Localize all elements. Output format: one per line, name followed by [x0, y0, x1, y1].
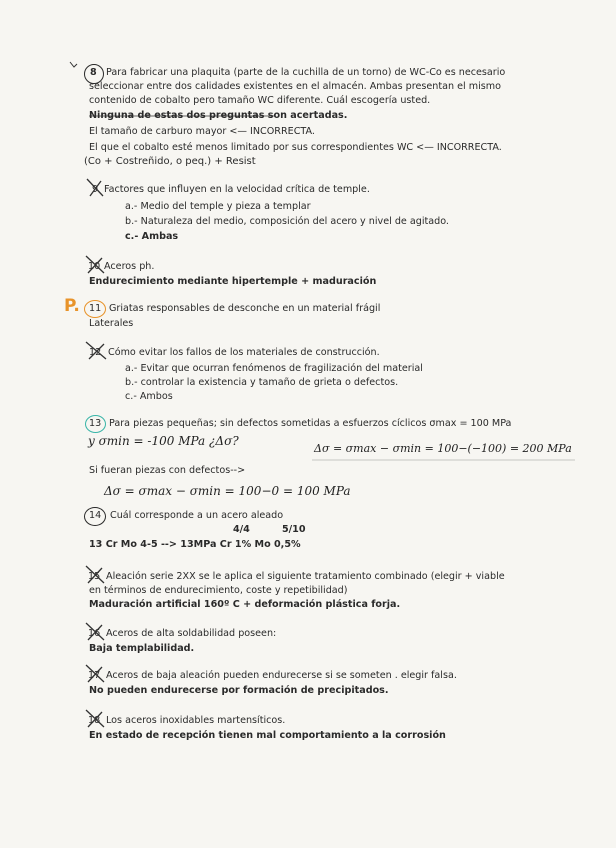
q15-cross-mark	[86, 566, 104, 583]
q15-number: 15	[88, 571, 101, 582]
q14-number: 14	[89, 510, 102, 521]
q14-title: Cuál corresponde a un acero aleado	[110, 510, 284, 521]
q14-fraction-1: 4/4	[233, 524, 250, 535]
q14-answer: 13 Cr Mo 4-5 --> 13MPa Cr 1% Mo 0,5%	[89, 539, 301, 550]
q14-fraction-2: 5/10	[282, 524, 306, 535]
q17-number: 17	[88, 670, 101, 681]
q12-number: 12	[89, 347, 102, 358]
q10-cross-mark	[86, 256, 104, 273]
q12-option-a: a.- Evitar que ocurran fenómenos de fragilización del material	[125, 363, 423, 374]
q8-note: (Co + Costreñido, o peq.) + Resist	[84, 156, 256, 167]
q13-subtitle: Si fueran piezas con defectos-->	[89, 465, 246, 476]
q9-cross-mark	[87, 179, 103, 196]
q12-option-b: b.- controlar la existencia y tamaño de grieta o defectos.	[125, 377, 399, 388]
q18-cross-mark	[86, 710, 104, 727]
q16-answer: Baja templabilidad.	[89, 643, 195, 654]
q15-line1: Aleación serie 2XX se le aplica el siguiente tratamiento combinado (elegir + viable	[106, 571, 505, 582]
q13-handwritten-2: Δσ = σmax − σmin = 100−(−100) = 200 MPa	[314, 442, 572, 455]
q8-answer2: El tamaño de carburo mayor <— INCORRECTA.	[89, 126, 315, 137]
q9-option-a: a.- Medio del temple y pieza a templar	[125, 201, 311, 212]
q11-mark: P.	[64, 296, 80, 316]
q8-tick-mark	[70, 62, 77, 67]
q10-title: Aceros ph.	[104, 261, 155, 272]
q13-handwritten-3: Δσ = σmax − σmin = 100−0 = 100 MPa	[104, 484, 351, 498]
q16-cross-mark	[86, 623, 104, 640]
q9-option-c: c.- Ambas	[125, 231, 179, 242]
q17-title: Aceros de baja aleación pueden endurecerse si se someten . elegir falsa.	[106, 670, 457, 681]
q12-option-c: c.- Ambos	[125, 391, 173, 402]
q9-title: Factores que influyen en la velocidad crítica de temple.	[104, 184, 370, 195]
q8-number: 8	[90, 67, 97, 78]
q8-line1: Para fabricar una plaquita (parte de la cuchilla de un torno) de WC-Co es necesario	[106, 67, 506, 78]
q12-cross-mark	[86, 342, 106, 359]
q15-line2: en términos de endurecimiento, coste y repetibilidad)	[89, 585, 348, 596]
q16-number: 16	[88, 628, 101, 639]
q17-answer: No pueden endurecerse por formación de precipitados.	[89, 685, 389, 696]
q18-answer: En estado de recepción tienen mal comportamiento a la corrosión	[89, 730, 446, 741]
q9-number: 9	[92, 184, 99, 195]
q13-title: Para piezas pequeñas; sin defectos sometidas a esfuerzos cíclicos σmax = 100 MPa	[109, 418, 512, 429]
q17-cross-mark	[86, 665, 104, 682]
q16-title: Aceros de alta soldabilidad poseen:	[106, 628, 277, 639]
q10-number: 10	[88, 261, 101, 272]
q12-title: Cómo evitar los fallos de los materiales de construcción.	[108, 347, 380, 358]
q8-answer1: Ninguna de estas dos preguntas son acertadas.	[89, 110, 348, 121]
q15-answer: Maduración artificial 160º C + deformación plástica forja.	[89, 599, 401, 610]
q8-line2: seleccionar entre dos calidades existentes en el almacén. Ambas presentan el mismo	[89, 81, 501, 92]
q18-title: Los aceros inoxidables martensíticos.	[106, 715, 286, 726]
q13-number: 13	[89, 418, 102, 429]
q9-option-b: b.- Naturaleza del medio, composición del acero y nivel de agitado.	[125, 216, 449, 227]
q13-handwritten-1: y σmin = -100 MPa ¿Δσ?	[88, 434, 239, 448]
q8-answer3: El que el cobalto esté menos limitado por sus correspondientes WC <— INCORRECTA.	[89, 142, 502, 153]
q11-number: 11	[89, 303, 102, 314]
q11-title: Griatas responsables de desconche en un material frágil	[109, 303, 381, 314]
q8-line3: contenido de cobalto pero tamaño WC diferente. Cuál escogería usted.	[89, 95, 431, 106]
q18-number: 18	[88, 715, 101, 726]
q11-answer: Laterales	[89, 318, 134, 329]
q10-answer: Endurecimiento mediante hipertemple + maduración	[89, 276, 377, 287]
